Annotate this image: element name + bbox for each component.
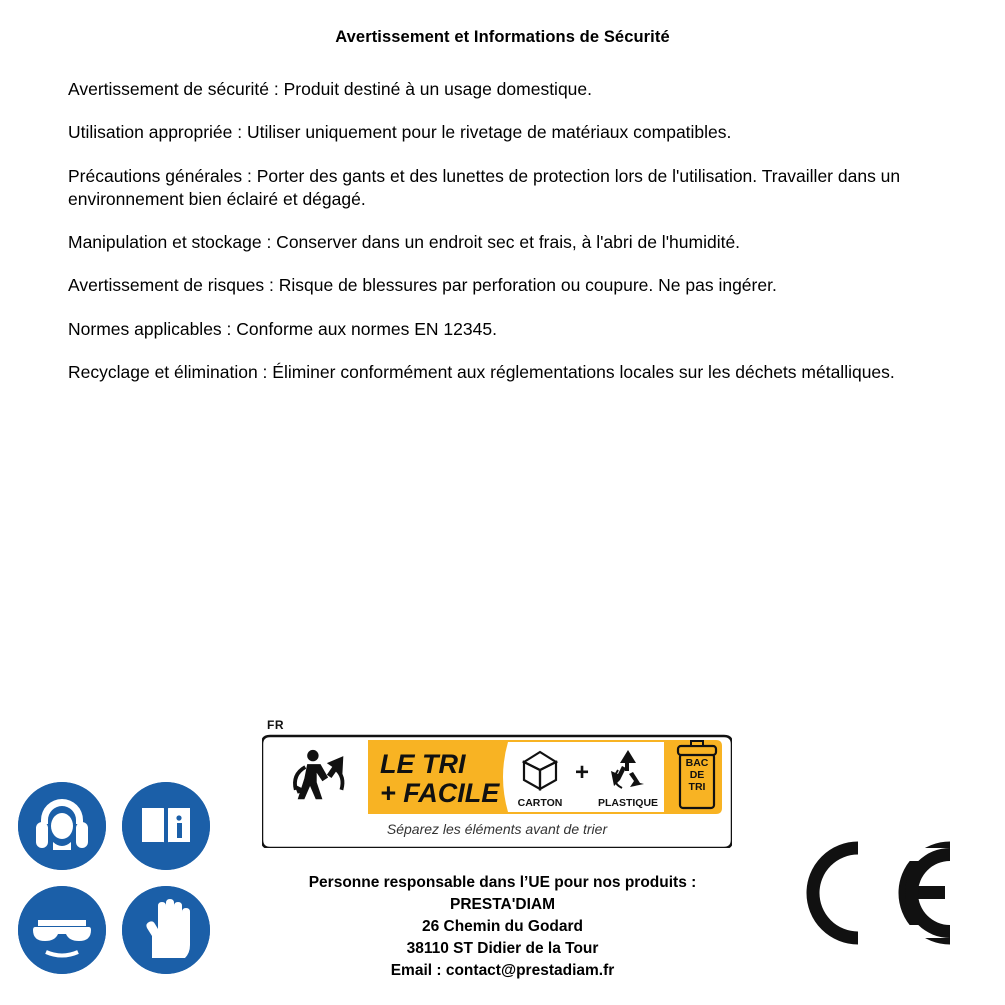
svg-text:Séparez les éléments avant de: Séparez les éléments avant de trier: [386, 821, 608, 837]
footer-street: 26 Chemin du Godard: [421, 918, 584, 935]
footer-city: 38110 ST Didier de la Tour: [406, 940, 599, 957]
safety-text-block: [68, 78, 928, 384]
ear-protection-icon: [18, 782, 106, 870]
paragraph-recycling: Recyclage et élimination : Éliminer conformément aux réglementations locales sur les déchets métalliques.: [68, 361, 895, 382]
paragraph-safety-warning: Avertissement de sécurité : Produit destiné à un usage domestique.: [68, 79, 593, 99]
read-instructions-icon: [122, 782, 210, 870]
page-title: Avertissement et Informations de Sécurité: [335, 28, 670, 46]
svg-text:CARTON: CARTON: [517, 797, 563, 809]
svg-text:DE: DE: [689, 769, 705, 781]
svg-text:LE TRI: LE TRI: [380, 749, 466, 779]
footer-line-responsible: Personne responsable dans l’UE pour nos produits :: [308, 874, 697, 891]
svg-text:+ FACILE: + FACILE: [380, 778, 500, 808]
svg-text:PLASTIQUE: PLASTIQUE: [597, 797, 659, 809]
footer-email: Email : contact@prestadiam.fr: [390, 962, 615, 979]
paragraph-general-precautions: Précautions générales : Porter des gants et des lunettes de protection lors de l'utilisation. Travailler dans un environnement bien éclairé et dégagé.: [68, 165, 901, 209]
paragraph-handling-storage: Manipulation et stockage : Conserver dans un endroit sec et frais, à l'abri de l'humidité.: [68, 232, 741, 253]
paragraph-proper-use: Utilisation appropriée : Utiliser uniquement pour le rivetage de matériaux compatibles.: [68, 122, 732, 143]
footer-company-name: PRESTA'DIAM: [449, 896, 555, 913]
language-tag: FR: [267, 718, 284, 732]
triman-label-graphic: [262, 718, 732, 848]
triman-recycling-label: [262, 718, 732, 848]
svg-text:BAC: BAC: [685, 757, 709, 769]
responsible-person-footer: [0, 872, 1005, 982]
paragraph-risk-warning: Avertissement de risques : Risque de blessures par perforation ou coupure. Ne pas ingérer.: [68, 275, 777, 296]
svg-text:+: +: [574, 759, 590, 786]
paragraph-standards: Normes applicables : Conforme aux normes EN 12345.: [68, 318, 497, 339]
svg-text:TRI: TRI: [688, 781, 706, 793]
